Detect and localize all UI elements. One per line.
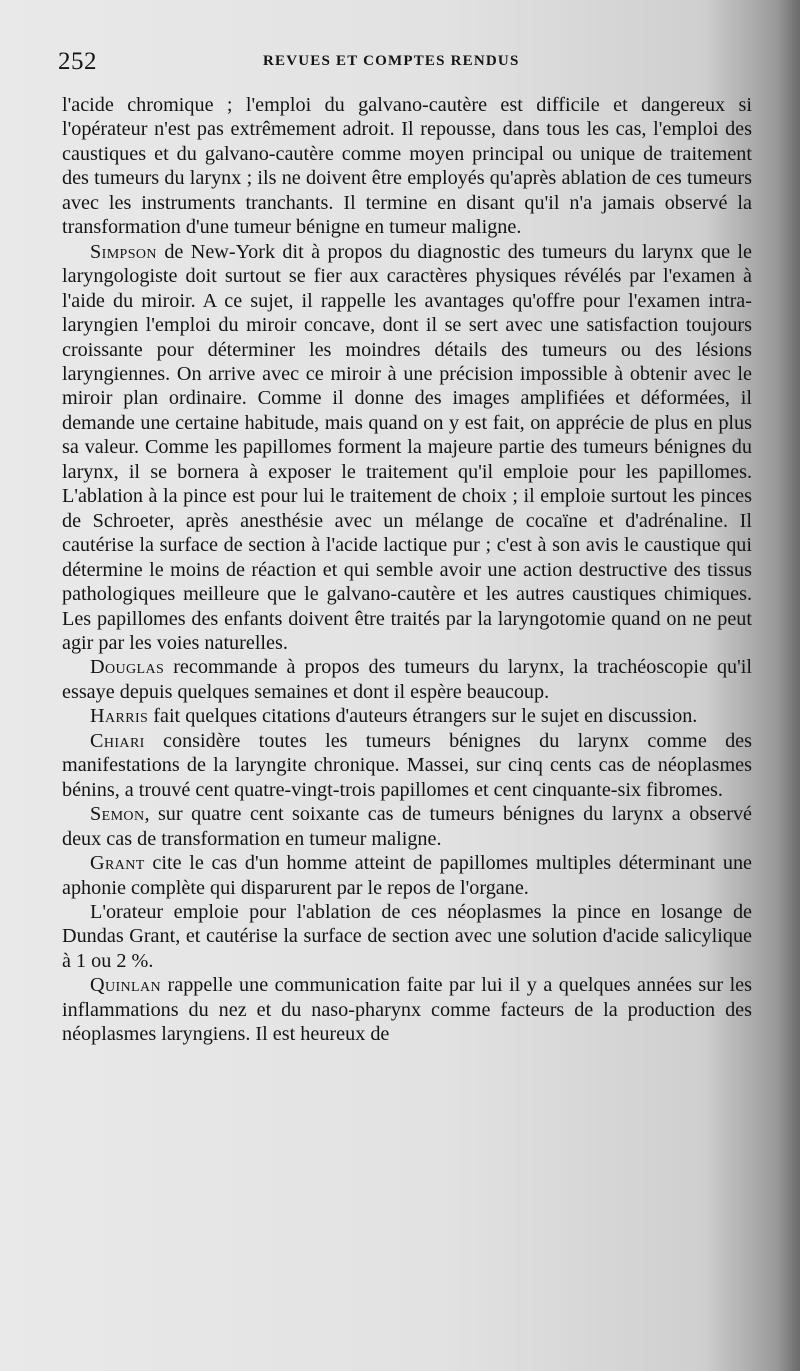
paragraph-text: considère toutes les tumeurs bénignes du larynx comme des manifestations de la laryngite chronique. Massei, sur cinq cents cas de néoplasmes bénins, a trouvé cent quatre-vingt-trois papillomes et cent cinquante-six fibromes. — [62, 729, 752, 801]
paragraph — [62, 704, 752, 728]
paragraph-text: recommande à propos des tumeurs du larynx, la trachéoscopie qu'il essaye depuis quelques semaines et dont il espère beaucoup. — [62, 656, 752, 703]
paragraph — [62, 900, 752, 973]
paragraph — [62, 802, 752, 851]
author-name: Grant — [90, 852, 145, 875]
page-header — [58, 44, 748, 80]
author-name: Semon — [90, 803, 145, 826]
paragraph-text: cite le cas d'un homme atteint de papillomes multiples déterminant une aphonie complète qui disparurent par le repos de l'organe. — [62, 852, 752, 899]
page-number: 252 — [58, 48, 97, 75]
author-name: Simpson — [90, 240, 157, 263]
paragraph — [62, 93, 752, 240]
paragraph — [62, 973, 752, 1046]
author-name: Harris — [90, 705, 149, 728]
author-name: Douglas — [90, 656, 165, 679]
paragraph — [62, 240, 752, 656]
paragraph-text: de New-York dit à propos du diagnostic des tumeurs du larynx que le laryngologiste doit surtout se fier aux caractères physiques révélés par l'examen à l'aide du miroir. A ce sujet, il rappelle les avantages qu'offre pour l'examen intra-laryngien l'emploi du miroir concave, dont il se sert avec une satisfaction toujours croissante pour déterminer les moindres détails des tumeurs ou des lésions laryngiennes. On arrive avec ce miroir à une précision impossible à obtenir avec le miroir plan ordinaire. Comme il donne des images amplifiées et déformées, il demande une certaine habitude, mais quand on y est fait, on apprécie de plus en plus sa valeur. Comme les papillomes forment la majeure partie des tumeurs bénignes du larynx, il se bornera à exposer le traitement qu'il emploie pour les papillomes. L'ablation à la pince est pour lui le traitement de choix ; il emploie surtout les pinces de Schroeter, après anesthésie avec un mélange de cocaïne et d'adrénaline. Il cautérise la surface de section à l'acide lactique pur ; c'est à son avis le caustique qui détermine le moins de réaction et qui semble avoir une action destructive des tissus pathologiques meilleure que le galvano-cautère et les autres caustiques chimiques. Les papillomes des enfants doivent être traités par la laryngotomie quand on ne peut agir par les voies naturelles. — [62, 240, 752, 654]
body-text — [62, 93, 752, 1047]
paragraph-text: l'acide chromique ; l'emploi du galvano-cautère est difficile et dangereux si l'opérateur n'est pas extrêmement adroit. Il repousse, dans tous les cas, l'emploi des caustiques et du galvano-cautère comme moyen principal ou unique de traitement des tumeurs du larynx ; ils ne doivent être employés qu'après ablation de ces tumeurs avec les instruments tranchants. Il termine en disant qu'il n'a jamais observé la transformation d'une tumeur bénigne en tumeur maligne. — [62, 94, 752, 239]
paragraph — [62, 729, 752, 802]
author-name: Chiari — [90, 729, 145, 752]
paragraph-text: , sur quatre cent soixante cas de tumeurs bénignes du larynx a observé deux cas de transformation en tumeur maligne. — [62, 803, 752, 850]
paragraph — [62, 851, 752, 900]
paragraph-text: L'orateur emploie pour l'ablation de ces néoplasmes la pince en losange de Dundas Grant, et cautérise la surface de section avec une solution d'acide salicylique à 1 ou 2 %. — [62, 900, 752, 972]
paragraph-text: fait quelques citations d'auteurs étrangers sur le sujet en discussion. — [148, 705, 698, 728]
running-head: REVUES ET COMPTES RENDUS — [263, 53, 520, 69]
paragraph-text: rappelle une communication faite par lui il y a quelques années sur les inflammations du nez et du naso-pharynx comme facteurs de la production des néoplasmes laryngiens. Il est heureux de — [62, 974, 752, 1046]
paragraph — [62, 655, 752, 704]
author-name: Quinlan — [90, 974, 162, 997]
